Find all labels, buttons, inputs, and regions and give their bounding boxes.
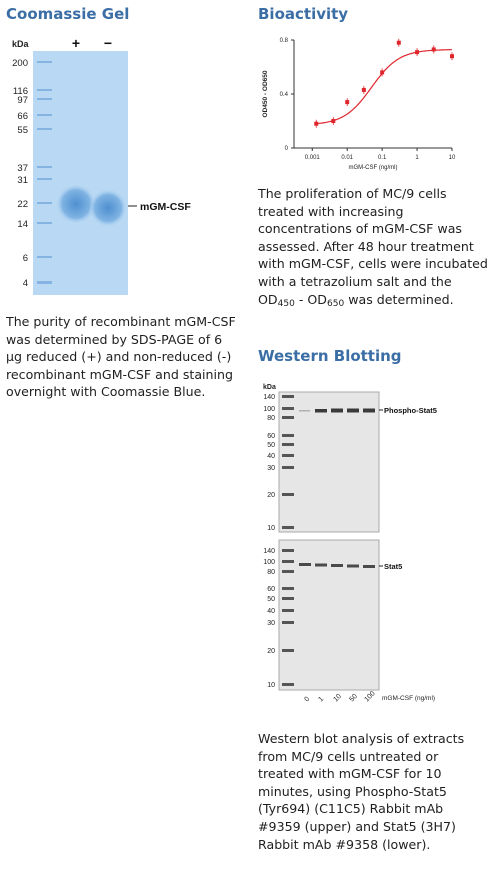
wb-upper-marker-50: 50 <box>267 442 275 449</box>
gel-marker-22: 22 <box>17 199 28 210</box>
bioactivity-chart <box>250 30 490 170</box>
chart-ylabel: OD450 - OD650 <box>262 70 269 118</box>
gel-marker-4: 4 <box>22 278 28 289</box>
wb-upper-marker-100: 100 <box>263 406 275 413</box>
gel-marker-31: 31 <box>17 175 28 186</box>
wb-lower-marker-140: 140 <box>263 548 275 555</box>
chart-ticks <box>280 38 456 161</box>
western-caption-line: from MC/9 cells untreated or <box>258 748 439 764</box>
bioactivity-caption-line: treated with increasing <box>258 203 404 219</box>
x-tick-label: 0.001 <box>304 155 320 161</box>
y-tick-label: 0 <box>284 146 288 152</box>
wb-lane-0: 0 <box>303 695 312 704</box>
bioactivity-heading: Bioactivity <box>258 5 349 23</box>
western-caption-line: #9359 (upper) and Stat5 (3H7) <box>258 818 456 834</box>
wb-kda-label: kDa <box>263 384 276 391</box>
western-caption-line: treated with mGM-CSF for 10 <box>258 766 442 782</box>
wb-upper-marker-60: 60 <box>267 433 275 440</box>
western-heading: Western Blotting <box>258 347 402 365</box>
y-tick-label: 0.4 <box>279 92 288 98</box>
x-tick-label: 1 <box>415 155 419 161</box>
wb-upper-marker-30: 30 <box>267 465 275 472</box>
western-caption-line: Western blot analysis of extracts <box>258 731 465 746</box>
wb-upper-panel <box>279 392 379 532</box>
bioactivity-caption-line: The proliferation of MC/9 cells <box>258 186 447 201</box>
data-point <box>450 54 454 58</box>
wb-lower-marker-10: 10 <box>267 682 275 689</box>
gel-marker-6: 6 <box>22 253 28 264</box>
coomassie-heading: Coomassie Gel <box>6 5 130 23</box>
bioactivity-caption-line: assessed. After 48 hour treatment <box>258 238 474 254</box>
wb-lane-50: 50 <box>348 692 359 704</box>
coomassie-caption-line: overnight with Coomassie Blue. <box>6 384 206 400</box>
wb-lane-10: 10 <box>332 692 343 704</box>
wb-lower-marker-30: 30 <box>267 620 275 627</box>
bioactivity-caption-line: with mGM-CSF, cells were incubated <box>258 256 488 272</box>
wb-lower-marker-80: 80 <box>267 569 275 576</box>
western-caption <box>258 730 464 853</box>
data-point <box>415 50 419 54</box>
wb-lower-marker-20: 20 <box>267 648 275 655</box>
wb-lower-marker-50: 50 <box>267 596 275 603</box>
western-blot-figure <box>255 378 495 708</box>
wb-upper-marker-10: 10 <box>267 525 275 532</box>
wb-upper-marker-40: 40 <box>267 453 275 460</box>
od-a: OD <box>258 291 278 307</box>
data-point <box>397 41 401 45</box>
gel-background <box>33 51 128 295</box>
wb-lower-marker-60: 60 <box>267 586 275 593</box>
wb-upper-marker-80: 80 <box>267 415 275 422</box>
wb-lane-labels <box>303 690 376 703</box>
wb-upper-marker-labels <box>263 394 275 532</box>
data-point <box>380 70 384 74</box>
gel-band-nonreduced <box>89 189 127 227</box>
od-b-subscript: 650 <box>327 298 345 309</box>
x-tick-label: 0.01 <box>341 155 354 161</box>
coomassie-caption-line: recombinant mGM-CSF and staining <box>6 366 234 382</box>
wb-upper-marker-20: 20 <box>267 492 275 499</box>
gel-band-label: mGM-CSF <box>140 201 191 213</box>
wb-lower-marker-100: 100 <box>263 559 275 566</box>
x-tick-label: 0.1 <box>377 155 387 161</box>
wb-lower-marker-40: 40 <box>267 608 275 615</box>
gel-kda-label: kDa <box>12 39 29 49</box>
data-point <box>314 122 318 126</box>
coomassie-caption-line: was determined by SDS-PAGE of 6 <box>6 331 223 347</box>
gel-marker-37: 37 <box>17 163 28 174</box>
coomassie-caption-line: µg reduced (+) and non-reduced (-) <box>6 349 232 365</box>
chart-axes <box>294 40 452 148</box>
coomassie-gel-figure <box>0 30 200 300</box>
chart-points <box>314 39 454 128</box>
gel-lane-plus: + <box>71 35 81 51</box>
od-dash: - <box>294 291 308 307</box>
y-tick-label: 0.8 <box>279 38 288 44</box>
data-point <box>331 119 335 123</box>
od-tail: was determined. <box>344 291 454 307</box>
wb-lane-100: 100 <box>363 690 377 704</box>
gel-marker-55: 55 <box>17 125 28 136</box>
western-caption-line: minutes, using Phospho-Stat5 <box>258 783 447 799</box>
western-caption-line: (Tyr694) (C11C5) Rabbit mAb <box>258 801 444 817</box>
wb-upper-band-label: Phospho-Stat5 <box>384 406 437 415</box>
x-tick-label: 10 <box>448 155 456 161</box>
od-a-subscript: 450 <box>277 298 295 309</box>
chart-xlabel: mGM-CSF (ng/ml) <box>348 165 398 171</box>
wb-x-axis-label: mGM-CSF (ng/ml) <box>382 695 436 702</box>
fit-curve <box>316 50 452 124</box>
gel-marker-66: 66 <box>17 111 28 122</box>
bioactivity-caption-line: with a tetrazolium salt and the <box>258 273 452 289</box>
gel-marker-14: 14 <box>17 219 28 230</box>
gel-marker-labels <box>12 58 28 289</box>
wb-upper-marker-140: 140 <box>263 394 275 401</box>
gel-marker-97: 97 <box>17 95 28 106</box>
bioactivity-caption-line: concentrations of mGM-CSF was <box>258 221 462 237</box>
wb-lower-band-label: Stat5 <box>384 562 403 571</box>
data-point <box>432 47 436 51</box>
wb-lower-marker-labels <box>263 548 275 689</box>
data-point <box>362 88 366 92</box>
gel-marker-200: 200 <box>12 58 28 69</box>
bioactivity-caption <box>258 185 488 313</box>
od-b: OD <box>307 291 327 307</box>
gel-lane-minus: − <box>103 35 113 51</box>
coomassie-caption <box>6 313 236 401</box>
bioactivity-caption-line-od <box>258 291 488 314</box>
coomassie-caption-line: The purity of recombinant mGM-CSF <box>6 314 236 329</box>
data-point <box>345 100 349 104</box>
gel-marker-116: 116 <box>12 86 28 97</box>
western-caption-line: Rabbit mAb #9358 (lower). <box>258 836 431 852</box>
wb-lane-1: 1 <box>317 695 326 704</box>
